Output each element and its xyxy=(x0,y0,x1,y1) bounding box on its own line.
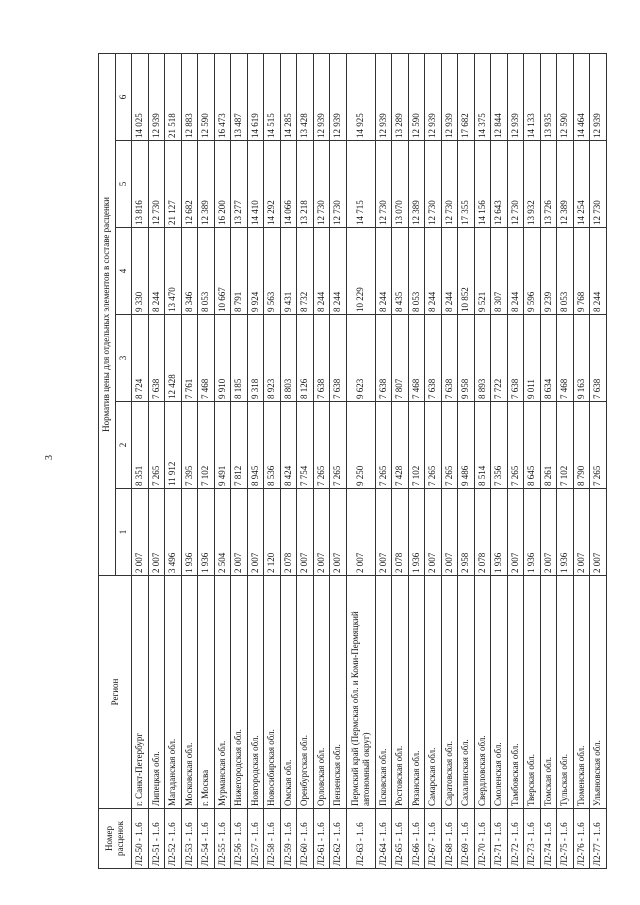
table-row xyxy=(198,53,215,868)
row-value-5: 13 277 xyxy=(231,141,248,228)
row-value-1: 2 007 xyxy=(346,489,375,576)
row-region: Магаданская обл. xyxy=(165,576,182,809)
row-value-4: 8 346 xyxy=(181,228,198,315)
row-region: Самарская обл. xyxy=(425,576,442,809)
row-value-2: 7 265 xyxy=(425,402,442,489)
row-value-5: 14 156 xyxy=(474,141,491,228)
row-value-4: 8 053 xyxy=(198,228,215,315)
row-region: Мурманская обл. xyxy=(214,576,231,809)
row-region: Тверская обл. xyxy=(524,576,541,809)
row-value-6: 14 464 xyxy=(573,53,590,140)
row-value-4: 9 563 xyxy=(264,228,281,315)
row-region: Омская обл. xyxy=(280,576,297,809)
row-value-5: 12 643 xyxy=(491,141,508,228)
row-value-1: 1 936 xyxy=(524,489,541,576)
row-region: Новгородская обл. xyxy=(247,576,264,809)
row-value-6: 12 939 xyxy=(148,53,165,140)
row-value-1: 2 504 xyxy=(214,489,231,576)
row-code: Л2-65 - 1..6 xyxy=(392,809,409,869)
row-value-5: 13 726 xyxy=(540,141,557,228)
row-region: г. Санкт-Петербург xyxy=(132,576,149,809)
row-value-2: 7 265 xyxy=(313,402,330,489)
row-value-6: 12 939 xyxy=(375,53,392,140)
row-value-2: 8 424 xyxy=(280,402,297,489)
row-value-6: 13 289 xyxy=(392,53,409,140)
row-value-2: 7 265 xyxy=(590,402,607,489)
row-value-6: 13 428 xyxy=(297,53,314,140)
header-col-1: 1 xyxy=(115,489,132,576)
row-value-6: 14 375 xyxy=(474,53,491,140)
header-col-5: 5 xyxy=(115,141,132,228)
row-value-3: 9 958 xyxy=(458,315,475,402)
table-row xyxy=(231,53,248,868)
row-value-3: 7 638 xyxy=(330,315,347,402)
row-value-5: 12 389 xyxy=(198,141,215,228)
row-value-5: 14 715 xyxy=(346,141,375,228)
table-row xyxy=(573,53,590,868)
row-value-6: 14 515 xyxy=(264,53,281,140)
row-value-2: 7 265 xyxy=(441,402,458,489)
row-region: Тамбовская обл. xyxy=(507,576,524,809)
row-value-6: 14 025 xyxy=(132,53,149,140)
row-value-5: 13 932 xyxy=(524,141,541,228)
row-region: г. Москва xyxy=(198,576,215,809)
row-code: Л2-53 - 1..6 xyxy=(181,809,198,869)
row-value-4: 9 521 xyxy=(474,228,491,315)
row-value-2: 7 754 xyxy=(297,402,314,489)
row-value-6: 12 939 xyxy=(330,53,347,140)
table-row xyxy=(280,53,297,868)
row-code: Л2-55 - 1..6 xyxy=(214,809,231,869)
row-value-5: 13 070 xyxy=(392,141,409,228)
row-value-6: 16 473 xyxy=(214,53,231,140)
row-region: Свердловская обл. xyxy=(474,576,491,809)
row-region: Оренбургская обл. xyxy=(297,576,314,809)
row-value-2: 9 486 xyxy=(458,402,475,489)
row-value-2: 8 945 xyxy=(247,402,264,489)
row-code: Л2-66 - 1..6 xyxy=(408,809,425,869)
row-value-4: 8 244 xyxy=(148,228,165,315)
row-value-2: 8 790 xyxy=(573,402,590,489)
row-value-6: 12 590 xyxy=(408,53,425,140)
table-row xyxy=(264,53,281,868)
row-code: Л2-58 - 1..6 xyxy=(264,809,281,869)
row-code: Л2-74 - 1..6 xyxy=(540,809,557,869)
row-value-2: 7 265 xyxy=(148,402,165,489)
row-value-4: 8 244 xyxy=(375,228,392,315)
row-value-6: 13 487 xyxy=(231,53,248,140)
row-region: Тульская обл. xyxy=(557,576,574,809)
table-row xyxy=(165,53,182,868)
row-region: Ульяновская обл. xyxy=(590,576,607,809)
table-row xyxy=(441,53,458,868)
row-value-3: 8 634 xyxy=(540,315,557,402)
row-value-3: 7 638 xyxy=(375,315,392,402)
row-value-1: 2 007 xyxy=(441,489,458,576)
row-value-5: 13 218 xyxy=(297,141,314,228)
row-value-5: 12 730 xyxy=(330,141,347,228)
row-value-2: 7 265 xyxy=(507,402,524,489)
row-value-1: 1 936 xyxy=(181,489,198,576)
row-value-6: 12 590 xyxy=(557,53,574,140)
row-value-3: 7 638 xyxy=(148,315,165,402)
row-value-1: 2 007 xyxy=(132,489,149,576)
row-value-5: 17 355 xyxy=(458,141,475,228)
row-value-3: 9 011 xyxy=(524,315,541,402)
table-row xyxy=(425,53,442,868)
row-code: Л2-59 - 1..6 xyxy=(280,809,297,869)
row-value-4: 8 732 xyxy=(297,228,314,315)
row-value-6: 14 133 xyxy=(524,53,541,140)
row-code: Л2-52 - 1..6 xyxy=(165,809,182,869)
row-value-1: 2 007 xyxy=(148,489,165,576)
row-value-3: 7 638 xyxy=(425,315,442,402)
row-value-6: 12 939 xyxy=(507,53,524,140)
row-value-6: 12 883 xyxy=(181,53,198,140)
row-value-2: 8 536 xyxy=(264,402,281,489)
row-value-4: 8 244 xyxy=(441,228,458,315)
row-region: Пензенская обл. xyxy=(330,576,347,809)
row-value-3: 7 638 xyxy=(507,315,524,402)
row-code: Л2-72 - 1..6 xyxy=(507,809,524,869)
row-value-3: 7 468 xyxy=(557,315,574,402)
table-row xyxy=(524,53,541,868)
row-value-3: 8 923 xyxy=(264,315,281,402)
row-region: Новосибирская обл. xyxy=(264,576,281,809)
row-value-1: 2 007 xyxy=(573,489,590,576)
row-value-6: 12 939 xyxy=(425,53,442,140)
row-value-1: 2 007 xyxy=(507,489,524,576)
row-region: Саратовская обл. xyxy=(441,576,458,809)
row-value-4: 8 244 xyxy=(590,228,607,315)
row-value-5: 12 730 xyxy=(590,141,607,228)
row-value-4: 9 596 xyxy=(524,228,541,315)
row-value-5: 12 730 xyxy=(441,141,458,228)
row-value-3: 7 638 xyxy=(590,315,607,402)
table-row xyxy=(392,53,409,868)
row-value-5: 12 730 xyxy=(507,141,524,228)
row-value-1: 2 007 xyxy=(297,489,314,576)
table-row xyxy=(148,53,165,868)
row-value-4: 9 431 xyxy=(280,228,297,315)
row-value-4: 10 667 xyxy=(214,228,231,315)
row-value-3: 8 803 xyxy=(280,315,297,402)
row-value-5: 12 389 xyxy=(408,141,425,228)
row-value-3: 9 623 xyxy=(346,315,375,402)
row-value-1: 2 007 xyxy=(247,489,264,576)
row-value-3: 9 318 xyxy=(247,315,264,402)
row-code: Л2-76 - 1..6 xyxy=(573,809,590,869)
row-region: Смоленская обл. xyxy=(491,576,508,809)
row-value-4: 13 470 xyxy=(165,228,182,315)
row-region: Нижегородская обл. xyxy=(231,576,248,809)
row-value-5: 12 730 xyxy=(148,141,165,228)
row-value-2: 8 261 xyxy=(540,402,557,489)
row-value-4: 9 924 xyxy=(247,228,264,315)
row-value-1: 1 936 xyxy=(408,489,425,576)
row-value-4: 8 307 xyxy=(491,228,508,315)
table-row xyxy=(590,53,607,868)
header-region: Регион xyxy=(99,576,132,809)
row-value-4: 9 768 xyxy=(573,228,590,315)
row-value-6: 12 939 xyxy=(590,53,607,140)
table-row xyxy=(507,53,524,868)
row-value-1: 2 007 xyxy=(425,489,442,576)
row-value-2: 9 491 xyxy=(214,402,231,489)
row-region: Псковская обл. xyxy=(375,576,392,809)
row-value-3: 8 126 xyxy=(297,315,314,402)
row-value-4: 10 229 xyxy=(346,228,375,315)
row-value-6: 12 939 xyxy=(441,53,458,140)
row-value-1: 2 007 xyxy=(590,489,607,576)
row-code: Л2-56 - 1..6 xyxy=(231,809,248,869)
row-value-6: 12 939 xyxy=(313,53,330,140)
header-code: Номер расценок xyxy=(99,809,132,869)
table-row xyxy=(132,53,149,868)
row-code: Л2-62 - 1..6 xyxy=(330,809,347,869)
row-code: Л2-70 - 1..6 xyxy=(474,809,491,869)
row-code: Л2-50 - 1..6 xyxy=(132,809,149,869)
row-value-3: 7 807 xyxy=(392,315,409,402)
row-value-3: 7 761 xyxy=(181,315,198,402)
row-value-1: 2 078 xyxy=(474,489,491,576)
row-region: Рязанская обл. xyxy=(408,576,425,809)
row-value-1: 2 007 xyxy=(330,489,347,576)
row-value-5: 12 682 xyxy=(181,141,198,228)
table-row xyxy=(313,53,330,868)
table-row xyxy=(540,53,557,868)
table-row xyxy=(474,53,491,868)
table-row xyxy=(458,53,475,868)
table-row xyxy=(375,53,392,868)
row-value-2: 7 102 xyxy=(408,402,425,489)
row-value-3: 9 910 xyxy=(214,315,231,402)
row-value-2: 7 265 xyxy=(375,402,392,489)
row-value-5: 14 292 xyxy=(264,141,281,228)
row-value-5: 14 410 xyxy=(247,141,264,228)
row-value-3: 12 428 xyxy=(165,315,182,402)
row-value-6: 14 285 xyxy=(280,53,297,140)
row-code: Л2-51 - 1..6 xyxy=(148,809,165,869)
row-value-1: 2 078 xyxy=(280,489,297,576)
row-value-4: 8 053 xyxy=(557,228,574,315)
row-value-2: 8 351 xyxy=(132,402,149,489)
table-row xyxy=(346,53,375,868)
row-region: Орловская обл. xyxy=(313,576,330,809)
row-value-4: 8 244 xyxy=(330,228,347,315)
row-value-6: 21 518 xyxy=(165,53,182,140)
row-value-1: 2 007 xyxy=(375,489,392,576)
row-value-3: 7 468 xyxy=(408,315,425,402)
row-value-5: 12 730 xyxy=(313,141,330,228)
row-value-3: 8 893 xyxy=(474,315,491,402)
row-value-3: 7 638 xyxy=(313,315,330,402)
row-value-6: 14 925 xyxy=(346,53,375,140)
row-region: Тюменская обл. xyxy=(573,576,590,809)
row-value-5: 14 066 xyxy=(280,141,297,228)
table-row xyxy=(330,53,347,868)
table-row xyxy=(408,53,425,868)
row-value-5: 13 816 xyxy=(132,141,149,228)
row-value-1: 2 007 xyxy=(540,489,557,576)
row-value-3: 9 163 xyxy=(573,315,590,402)
table-row xyxy=(491,53,508,868)
price-table xyxy=(98,53,607,869)
row-value-1: 2 078 xyxy=(392,489,409,576)
row-code: Л2-77 - 1..6 xyxy=(590,809,607,869)
row-value-3: 7 468 xyxy=(198,315,215,402)
row-value-4: 9 330 xyxy=(132,228,149,315)
row-value-2: 7 812 xyxy=(231,402,248,489)
row-value-4: 8 244 xyxy=(313,228,330,315)
row-value-1: 2 958 xyxy=(458,489,475,576)
header-col-4: 4 xyxy=(115,228,132,315)
row-code: Л2-69 - 1..6 xyxy=(458,809,475,869)
row-value-3: 8 724 xyxy=(132,315,149,402)
row-value-5: 21 127 xyxy=(165,141,182,228)
row-value-6: 12 590 xyxy=(198,53,215,140)
row-value-1: 2 007 xyxy=(313,489,330,576)
row-region: Сахалинская обл. xyxy=(458,576,475,809)
row-value-6: 12 844 xyxy=(491,53,508,140)
row-value-2: 9 250 xyxy=(346,402,375,489)
row-value-4: 8 791 xyxy=(231,228,248,315)
row-code: Л2-61 - 1..6 xyxy=(313,809,330,869)
row-value-6: 13 935 xyxy=(540,53,557,140)
row-region: Пермский край (Пермская обл. и Коми-Пермяцкий автономный округ) xyxy=(346,576,375,809)
row-region: Московская обл. xyxy=(181,576,198,809)
table-row xyxy=(297,53,314,868)
header-col-6: 6 xyxy=(115,53,132,140)
row-value-1: 3 496 xyxy=(165,489,182,576)
row-code: Л2-57 - 1..6 xyxy=(247,809,264,869)
row-region: Томская обл. xyxy=(540,576,557,809)
row-value-4: 9 239 xyxy=(540,228,557,315)
row-code: Л2-54 - 1..6 xyxy=(198,809,215,869)
row-value-1: 1 936 xyxy=(198,489,215,576)
row-value-5: 12 730 xyxy=(425,141,442,228)
header-col-3: 3 xyxy=(115,315,132,402)
row-value-2: 7 395 xyxy=(181,402,198,489)
row-value-4: 8 435 xyxy=(392,228,409,315)
row-value-2: 7 356 xyxy=(491,402,508,489)
row-value-2: 7 102 xyxy=(557,402,574,489)
page-number: 3 xyxy=(44,455,55,460)
header-group: Норматив цены для отдельных элементов в составе расценки xyxy=(99,53,116,575)
row-code: Л2-64 - 1..6 xyxy=(375,809,392,869)
table-row xyxy=(214,53,231,868)
row-value-4: 8 053 xyxy=(408,228,425,315)
row-code: Л2-63 - 1..6 xyxy=(346,809,375,869)
row-code: Л2-75 - 1..6 xyxy=(557,809,574,869)
row-code: Л2-60 - 1..6 xyxy=(297,809,314,869)
row-value-5: 12 730 xyxy=(375,141,392,228)
row-value-1: 2 120 xyxy=(264,489,281,576)
row-value-2: 8 514 xyxy=(474,402,491,489)
row-code: Л2-71 - 1..6 xyxy=(491,809,508,869)
row-region: Ростовская обл. xyxy=(392,576,409,809)
row-value-1: 1 936 xyxy=(491,489,508,576)
row-code: Л2-68 - 1..6 xyxy=(441,809,458,869)
row-value-2: 11 912 xyxy=(165,402,182,489)
row-value-5: 14 254 xyxy=(573,141,590,228)
table-body xyxy=(132,53,607,868)
row-value-1: 2 007 xyxy=(231,489,248,576)
row-region: Липецкая обл. xyxy=(148,576,165,809)
row-value-2: 7 265 xyxy=(330,402,347,489)
row-code: Л2-73 - 1..6 xyxy=(524,809,541,869)
row-value-3: 8 185 xyxy=(231,315,248,402)
row-value-2: 7 102 xyxy=(198,402,215,489)
table-row xyxy=(557,53,574,868)
row-value-6: 17 682 xyxy=(458,53,475,140)
row-value-1: 1 936 xyxy=(557,489,574,576)
row-value-5: 16 200 xyxy=(214,141,231,228)
row-value-2: 8 645 xyxy=(524,402,541,489)
table-row xyxy=(181,53,198,868)
header-col-2: 2 xyxy=(115,402,132,489)
row-code: Л2-67 - 1..6 xyxy=(425,809,442,869)
row-value-2: 7 428 xyxy=(392,402,409,489)
row-value-4: 8 244 xyxy=(425,228,442,315)
table-row xyxy=(247,53,264,868)
row-value-4: 8 244 xyxy=(507,228,524,315)
row-value-3: 7 722 xyxy=(491,315,508,402)
row-value-6: 14 619 xyxy=(247,53,264,140)
row-value-5: 12 389 xyxy=(557,141,574,228)
row-value-3: 7 638 xyxy=(441,315,458,402)
row-value-4: 10 852 xyxy=(458,228,475,315)
